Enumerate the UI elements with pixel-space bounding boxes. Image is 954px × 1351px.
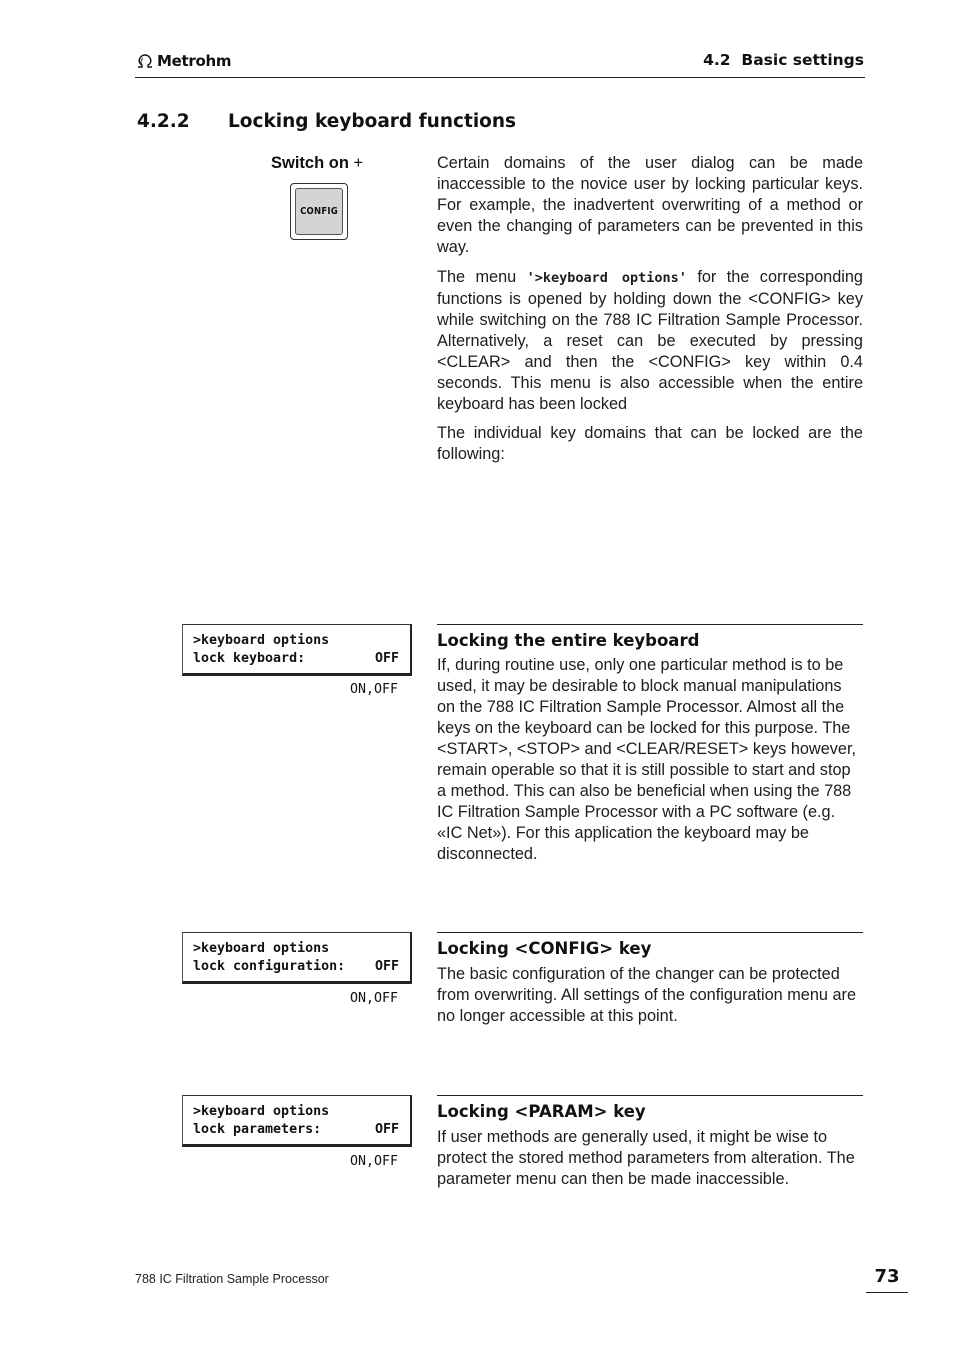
menu-code: '>keyboard options' bbox=[526, 270, 687, 286]
subsection-title: Locking <CONFIG> key bbox=[437, 939, 652, 958]
subsection-divider bbox=[437, 624, 863, 625]
intro-paragraph-2 bbox=[437, 267, 863, 415]
display-line-2 bbox=[193, 650, 399, 668]
metrohm-omega-icon bbox=[135, 53, 155, 69]
display-lock-keyboard bbox=[182, 624, 412, 676]
section-title: Locking keyboard functions bbox=[228, 111, 517, 132]
display-line-2 bbox=[193, 958, 399, 976]
page-number: 73 bbox=[874, 1266, 900, 1287]
metrohm-logo bbox=[135, 52, 231, 70]
intro-paragraph-3: The individual key domains that can be locked are the following: bbox=[437, 424, 863, 463]
display-line-1-text: >keyboard options bbox=[193, 941, 330, 956]
subsection-title: Locking the entire keyboard bbox=[437, 631, 700, 650]
display-line-2-value: OFF bbox=[374, 1121, 399, 1137]
subsection-body: If, during routine use, only one particular method is to be used, it may be desirable to block manual manipulations on the 788 IC Filtration Sample Processor. Almost all the keys on the keyboard can be locked for this purpose. The <START>, <STOP> and <CLEAR/RESET> keys however, remain operable so that it is still possible to start and stop a method. This can also be beneficial when using the 788 IC Filtration Sample Processor with a PC software (e.g. «IC Net»). For this application the keyboard may be disconnected. bbox=[437, 656, 856, 863]
display-line-1 bbox=[193, 632, 399, 650]
subsection-divider bbox=[437, 932, 863, 933]
switch-on-text: Switch on bbox=[271, 154, 349, 172]
header-divider bbox=[135, 77, 865, 78]
display-line-2-label: lock configuration: bbox=[193, 958, 346, 974]
subsection-body: The basic configuration of the changer can be protected from overwriting. All settings of the configuration menu are no longer accessible at this point. bbox=[437, 965, 856, 1025]
display-line-2-label: lock keyboard: bbox=[193, 650, 306, 666]
page-number-rule bbox=[866, 1292, 908, 1293]
intro-paragraph-1: Certain domains of the user dialog can be made inaccessible to the novice user by locking particular keys. For example, the inadvertent overwriting of a method or even the changing of parameters can be prevented in this way. bbox=[437, 154, 863, 256]
switch-on-label bbox=[271, 154, 363, 173]
footer-product-name: 788 IC Filtration Sample Processor bbox=[135, 1272, 329, 1286]
config-key-icon bbox=[290, 183, 348, 240]
section-number: 4.2.2 bbox=[137, 111, 190, 132]
subsection-divider bbox=[437, 1095, 863, 1096]
config-key-label: CONFIG bbox=[300, 206, 338, 217]
display-line-1 bbox=[193, 940, 399, 958]
intro-p2-before: The menu bbox=[437, 268, 527, 286]
display-line-2-label: lock parameters: bbox=[193, 1121, 322, 1137]
options-lock-parameters: ON,OFF bbox=[349, 1154, 398, 1169]
header-section-title: 4.2 Basic settings bbox=[703, 51, 864, 69]
display-line-1-text: >keyboard options bbox=[193, 633, 330, 648]
subsection-title: Locking <PARAM> key bbox=[437, 1102, 646, 1121]
options-lock-configuration: ON,OFF bbox=[349, 991, 398, 1006]
switch-on-plus: + bbox=[353, 154, 364, 172]
display-line-1-text: >keyboard options bbox=[193, 1104, 330, 1119]
intro-p2-after: for the corresponding functions is opened by holding down the <CONFIG> key while switching on the 788 IC Filtration Sample Processor. Alternatively, a reset can be executed by pressing <CLEAR> and then the <CONFIG> key within 0.4 seconds. This menu is also accessible when the entire keyboard has been locked bbox=[437, 268, 863, 413]
display-line-2 bbox=[193, 1121, 399, 1139]
display-line-1 bbox=[193, 1103, 399, 1121]
display-lock-configuration bbox=[182, 932, 412, 984]
subsection-body: If user methods are generally used, it might be wise to protect the stored method parameters from alteration. The parameter menu can then be made inaccessible. bbox=[437, 1128, 855, 1188]
options-lock-keyboard: ON,OFF bbox=[349, 682, 398, 697]
display-lock-parameters bbox=[182, 1095, 412, 1147]
config-key-face bbox=[295, 188, 343, 235]
logo-text: Metrohm bbox=[157, 52, 232, 70]
display-line-2-value: OFF bbox=[374, 650, 399, 666]
display-line-2-value: OFF bbox=[374, 958, 399, 974]
